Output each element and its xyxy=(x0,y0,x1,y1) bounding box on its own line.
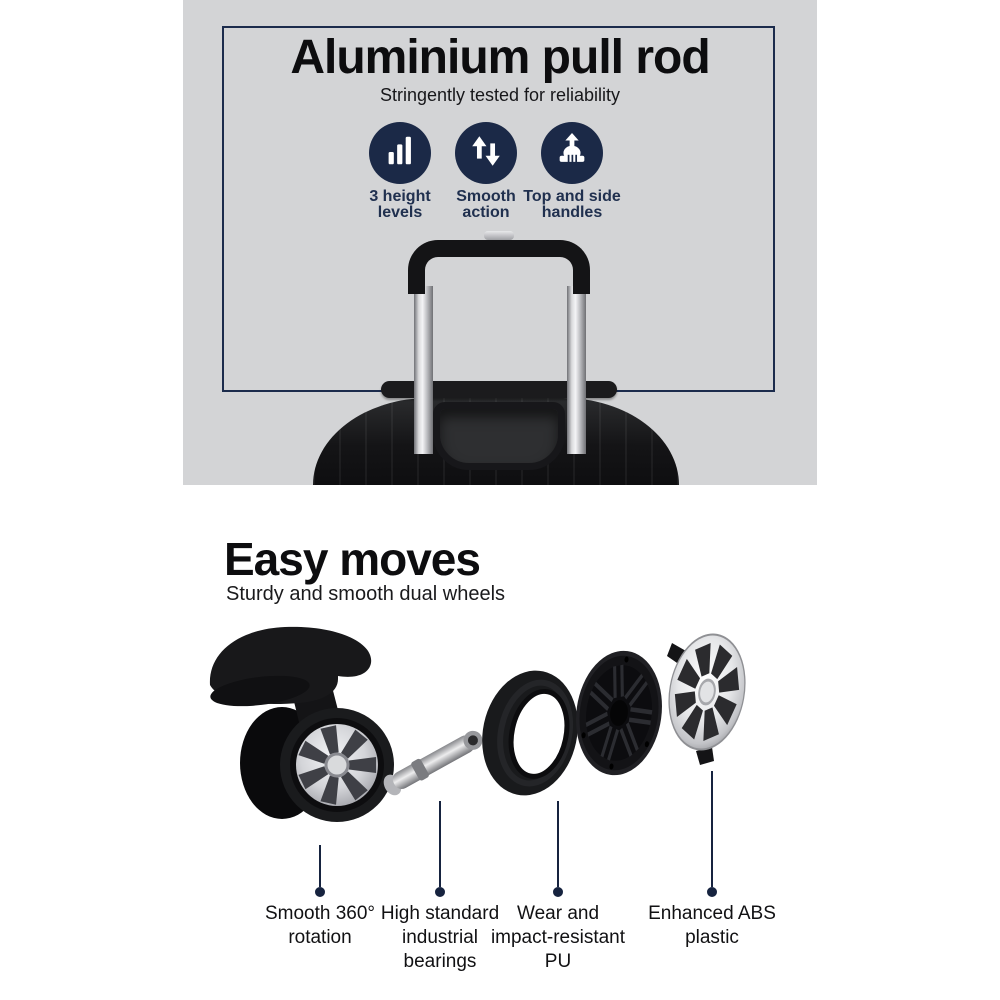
callout-label-line: industrial xyxy=(401,927,479,948)
tire-ring-image xyxy=(471,662,589,805)
axle-pin-image xyxy=(380,726,486,798)
height-levels-icon xyxy=(381,132,419,175)
callout-line xyxy=(557,801,559,887)
top-title: Aluminium pull rod xyxy=(290,31,710,84)
callout-dot xyxy=(435,887,445,897)
callout-label-line: rotation xyxy=(288,927,352,948)
callout-dot xyxy=(553,887,563,897)
callout-label-pu xyxy=(470,902,646,974)
feature-circle xyxy=(369,122,431,184)
callout-label-line: PU xyxy=(544,951,572,972)
callout-dot xyxy=(707,887,717,897)
callout-label-line: impact-resistant xyxy=(490,927,626,948)
wheel-exploded-diagram xyxy=(190,613,820,858)
wheel-core-image xyxy=(570,648,668,778)
feature-label-line: Top and side xyxy=(523,188,621,205)
trolley-handle-recess xyxy=(433,402,565,470)
callout-label-line: plastic xyxy=(685,927,739,948)
callout-label-line: bearings xyxy=(403,951,477,972)
feature-label-line: 3 height xyxy=(369,188,431,205)
feature-label-line: action xyxy=(462,204,510,221)
callout-dot xyxy=(315,887,325,897)
wheel-assembly-image xyxy=(209,627,394,822)
feature-item-handles xyxy=(523,122,621,221)
callout-label-line: Wear and xyxy=(516,903,600,924)
feature-item-height-levels xyxy=(369,122,431,221)
feature-circle xyxy=(541,122,603,184)
feature-circle xyxy=(455,122,517,184)
callout-line xyxy=(319,845,321,887)
hand-handle-icon xyxy=(553,132,591,175)
bottom-subtitle: Sturdy and smooth dual wheels xyxy=(226,583,506,605)
feature-label xyxy=(369,189,430,221)
callout-label-line: Enhanced ABS xyxy=(648,903,776,924)
up-down-arrows-icon xyxy=(467,132,505,175)
feature-row xyxy=(183,122,803,221)
callout-line xyxy=(439,801,441,887)
top-section xyxy=(183,0,817,485)
callout-label-line: High standard xyxy=(380,903,500,924)
callout-label-abs xyxy=(624,902,800,950)
feature-item-smooth-action xyxy=(455,122,517,221)
feature-label-line: levels xyxy=(377,204,423,221)
feature-label xyxy=(456,189,516,221)
callout-label-line: Smooth 360° xyxy=(264,903,376,924)
suitcase-body xyxy=(313,398,679,485)
feature-label-line: handles xyxy=(541,204,603,221)
hub-cap-image xyxy=(660,628,753,765)
bottom-title: Easy moves xyxy=(224,533,480,585)
callout-line xyxy=(711,771,713,887)
feature-label-line: Smooth xyxy=(456,188,516,205)
top-subtitle: Stringently tested for reliability xyxy=(379,85,621,105)
feature-label xyxy=(523,189,620,221)
